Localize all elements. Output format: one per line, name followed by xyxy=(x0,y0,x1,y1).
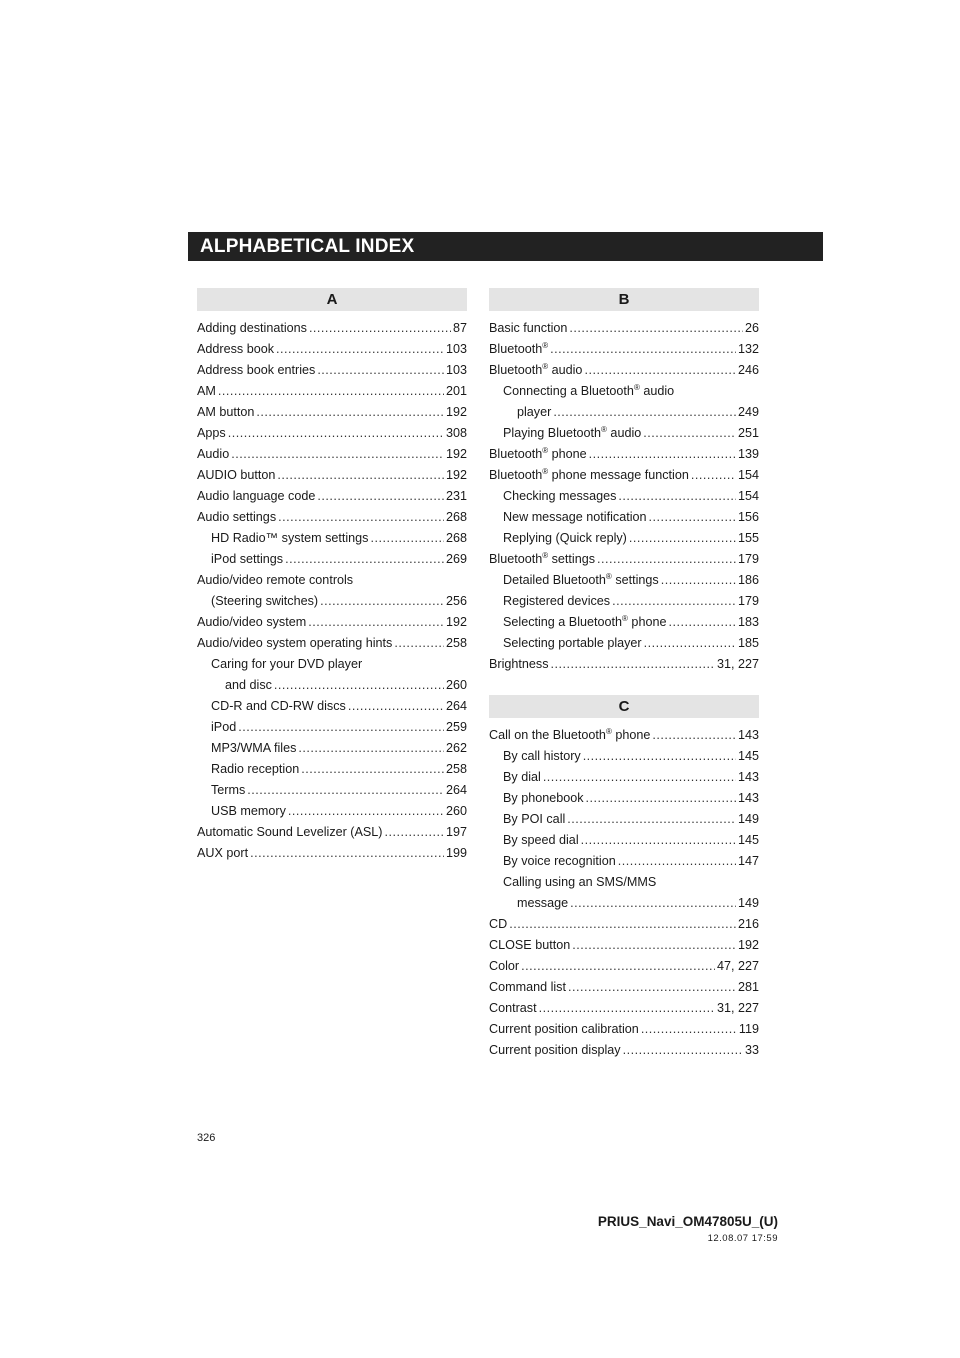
index-column-right xyxy=(489,288,759,1061)
index-entry: Audio/video system operating hints ..... 258 xyxy=(197,633,467,654)
index-subentry: Selecting portable player ..... 185 xyxy=(489,633,759,654)
page-ref: 192 xyxy=(445,468,467,482)
index-subentry: By dial ..... 143 xyxy=(489,767,759,788)
page-ref: 143 xyxy=(737,770,759,784)
index-subentry: By call history ..... 145 xyxy=(489,746,759,767)
index-entry: Adding destinations ..... 87 xyxy=(197,318,467,339)
page-ref: 179 xyxy=(737,594,759,608)
page-ref: 119 xyxy=(738,1022,759,1036)
page-ref: 26 xyxy=(744,321,759,335)
page-ref: 264 xyxy=(445,699,467,713)
page-ref: 156 xyxy=(737,510,759,524)
index-entry: Automatic Sound Levelizer (ASL) ..... 197 xyxy=(197,822,467,843)
index-entry: AM ..... 201 xyxy=(197,381,467,402)
index-subentry: Playing Bluetooth® audio ..... 251 xyxy=(489,423,759,444)
index-entry: Brightness ..... 31, 227 xyxy=(489,654,759,675)
page-ref: 149 xyxy=(737,896,759,910)
page-ref: 33 xyxy=(744,1043,759,1057)
index-entry: Bluetooth® audio ..... 246 xyxy=(489,360,759,381)
index-entry: Call on the Bluetooth® phone ..... 143 xyxy=(489,725,759,746)
index-subentry: Caring for your DVD player and disc ..... 260 xyxy=(197,654,467,696)
page-ref: 192 xyxy=(445,405,467,419)
index-subentry: Detailed Bluetooth® settings ..... 186 xyxy=(489,570,759,591)
page-ref: 147 xyxy=(737,854,759,868)
page-ref: 308 xyxy=(445,426,467,440)
index-entry: AUX port ..... 199 xyxy=(197,843,467,864)
page-ref: 155 xyxy=(737,531,759,545)
index-subentry: iPod settings ..... 269 xyxy=(197,549,467,570)
index-subentry: Calling using an SMS/MMS message ..... 149 xyxy=(489,872,759,914)
page-ref: 260 xyxy=(445,804,467,818)
page-ref: 186 xyxy=(737,573,759,587)
index-entry: Apps ..... 308 xyxy=(197,423,467,444)
index-subentry: By phonebook ..... 143 xyxy=(489,788,759,809)
page-ref: 197 xyxy=(445,825,467,839)
index-entry: Command list ..... 281 xyxy=(489,977,759,998)
index-entry: AM button ..... 192 xyxy=(197,402,467,423)
index-entry: Bluetooth® phone ..... 139 xyxy=(489,444,759,465)
index-subentry: Checking messages ..... 154 xyxy=(489,486,759,507)
section-letter-header: B xyxy=(489,288,759,311)
page-ref: 281 xyxy=(737,980,759,994)
page-ref: 192 xyxy=(445,615,467,629)
index-entry: Bluetooth® phone message function ..... 154 xyxy=(489,465,759,486)
index-subentry: By voice recognition ..... 147 xyxy=(489,851,759,872)
page-ref: 260 xyxy=(445,678,467,692)
page-ref: 132 xyxy=(737,342,759,356)
index-subentry: Replying (Quick reply) ..... 155 xyxy=(489,528,759,549)
index-subentry: Connecting a Bluetooth® audio player ..... 249 xyxy=(489,381,759,423)
section-letter-header: A xyxy=(197,288,467,311)
index-entry: Bluetooth® ..... 132 xyxy=(489,339,759,360)
index-subentry: Selecting a Bluetooth® phone ..... 183 xyxy=(489,612,759,633)
page-ref: 192 xyxy=(445,447,467,461)
page-ref: 31, 227 xyxy=(716,657,759,671)
index-entry: Audio language code ..... 231 xyxy=(197,486,467,507)
page-ref: 249 xyxy=(737,405,759,419)
index-entry: Basic function ..... 26 xyxy=(489,318,759,339)
page-ref: 264 xyxy=(445,783,467,797)
page-ref: 154 xyxy=(737,468,759,482)
index-entry: Current position display ..... 33 xyxy=(489,1040,759,1061)
index-subentry: HD Radio™ system settings ..... 268 xyxy=(197,528,467,549)
index-entry: CLOSE button ..... 192 xyxy=(489,935,759,956)
index-subentry: Terms ..... 264 xyxy=(197,780,467,801)
index-entry: AUDIO button ..... 192 xyxy=(197,465,467,486)
index-section-a xyxy=(197,288,467,864)
print-timestamp: 12.08.07 17:59 xyxy=(707,1233,778,1244)
page-ref: 139 xyxy=(737,447,759,461)
section-letter-header: C xyxy=(489,695,759,718)
page-ref: 31, 227 xyxy=(716,1001,759,1015)
section-title-bar xyxy=(188,232,823,261)
index-entry: CD ..... 216 xyxy=(489,914,759,935)
index-subentry: USB memory ..... 260 xyxy=(197,801,467,822)
index-subentry: CD-R and CD-RW discs ..... 264 xyxy=(197,696,467,717)
page-ref: 145 xyxy=(737,833,759,847)
index-entry: Bluetooth® settings ..... 179 xyxy=(489,549,759,570)
page-ref: 179 xyxy=(737,552,759,566)
document-code: PRIUS_Navi_OM47805U_(U) xyxy=(597,1214,778,1229)
index-entry: Audio settings ..... 268 xyxy=(197,507,467,528)
page-ref: 185 xyxy=(737,636,759,650)
index-entry: Contrast ..... 31, 227 xyxy=(489,998,759,1019)
page-ref: 201 xyxy=(445,384,467,398)
page-ref: 143 xyxy=(737,791,759,805)
index-column-left xyxy=(197,288,467,864)
page-ref: 103 xyxy=(445,363,467,377)
index-subentry: Registered devices ..... 179 xyxy=(489,591,759,612)
index-subentry: By POI call ..... 149 xyxy=(489,809,759,830)
page-ref: 154 xyxy=(737,489,759,503)
index-entry: Audio/video remote controls (Steering switches) ..... 256 xyxy=(197,570,467,612)
page-title: ALPHABETICAL INDEX xyxy=(200,236,415,257)
index-section-b xyxy=(489,288,759,675)
page-ref: 258 xyxy=(445,762,467,776)
page-ref: 251 xyxy=(737,426,759,440)
index-entry: Address book ..... 103 xyxy=(197,339,467,360)
page-ref: 149 xyxy=(737,812,759,826)
page-ref: 262 xyxy=(445,741,467,755)
index-entry: Color ..... 47, 227 xyxy=(489,956,759,977)
index-subentry: iPod ..... 259 xyxy=(197,717,467,738)
index-entry: Audio ..... 192 xyxy=(197,444,467,465)
index-entry: Audio/video system ..... 192 xyxy=(197,612,467,633)
page-ref: 268 xyxy=(445,531,467,545)
page-ref: 231 xyxy=(445,489,467,503)
page-ref: 246 xyxy=(737,363,759,377)
index-subentry: Radio reception ..... 258 xyxy=(197,759,467,780)
index-entry: Current position calibration ..... 119 xyxy=(489,1019,759,1040)
page-ref: 269 xyxy=(445,552,467,566)
index-section-c xyxy=(489,695,759,1061)
page-ref: 258 xyxy=(445,636,467,650)
page-ref: 143 xyxy=(737,728,759,742)
page-ref: 192 xyxy=(737,938,759,952)
page-ref: 216 xyxy=(737,917,759,931)
page-ref: 87 xyxy=(452,321,467,335)
page-ref: 199 xyxy=(445,846,467,860)
page-ref: 256 xyxy=(445,594,467,608)
page-number: 326 xyxy=(197,1132,216,1144)
index-subentry: New message notification ..... 156 xyxy=(489,507,759,528)
index-subentry: MP3/WMA files ..... 262 xyxy=(197,738,467,759)
page-ref: 259 xyxy=(445,720,467,734)
page-ref: 183 xyxy=(737,615,759,629)
page-ref: 268 xyxy=(445,510,467,524)
index-entry: Address book entries ..... 103 xyxy=(197,360,467,381)
page-ref: 145 xyxy=(737,749,759,763)
index-subentry: By speed dial ..... 145 xyxy=(489,830,759,851)
page-ref: 47, 227 xyxy=(716,959,759,973)
page-ref: 103 xyxy=(445,342,467,356)
